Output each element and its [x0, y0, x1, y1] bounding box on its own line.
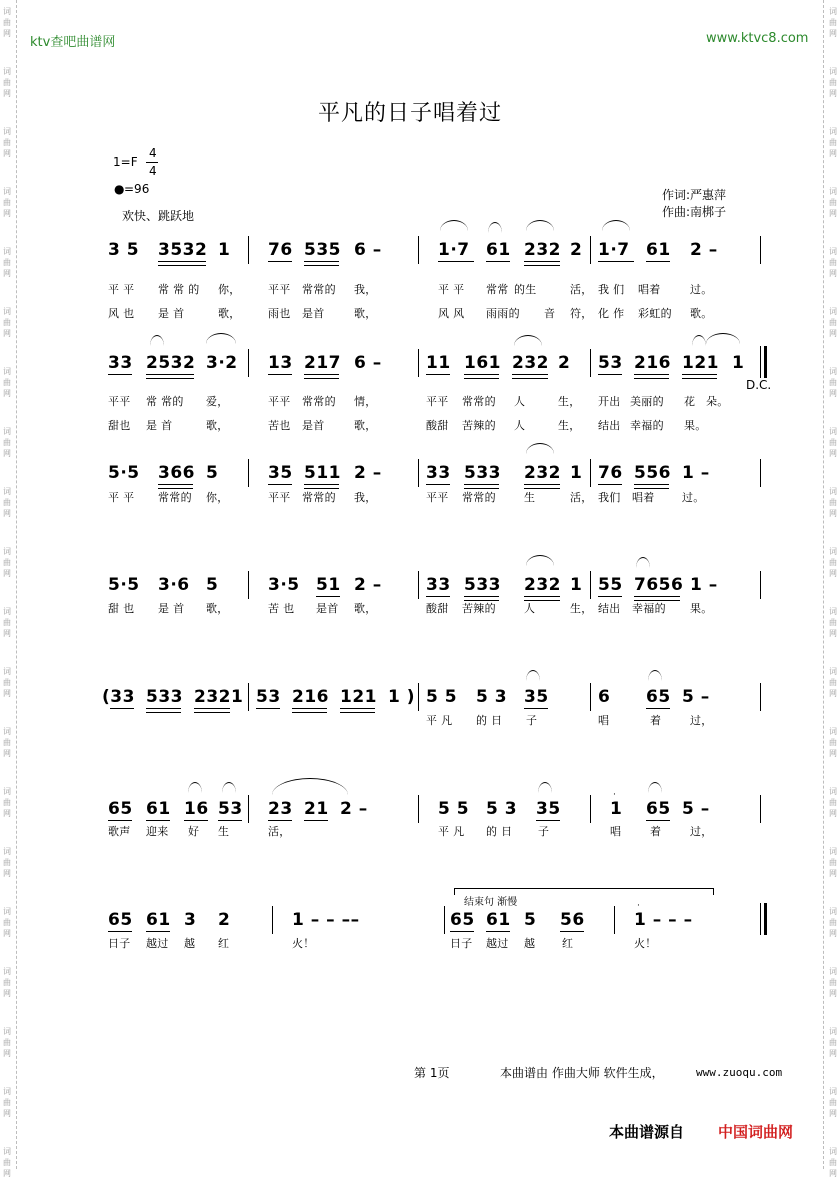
lyric-text: 平平: [268, 283, 291, 296]
side-watermark-text: 词 曲 网: [829, 427, 837, 458]
note-group: 1·7: [598, 240, 630, 260]
lyric-text: 的生: [514, 283, 537, 296]
note-group: 1: [570, 575, 583, 595]
final-barline: [764, 903, 767, 935]
side-watermark-text: 词 曲 网: [829, 547, 837, 578]
lyric-text: 平 凡: [426, 714, 453, 727]
note-group: 366: [158, 463, 195, 483]
song-title: 平凡的日子唱着过: [318, 101, 503, 126]
lyric-text: 是首: [316, 602, 339, 615]
side-watermark-text: 词 曲 网: [3, 547, 11, 578]
lyric-text: 歌，: [354, 419, 377, 432]
barline: [590, 571, 591, 599]
note-group: 5 5: [438, 799, 470, 819]
note-group: 33: [426, 463, 451, 483]
lyric-text: 生: [524, 491, 536, 504]
side-watermark-text: 词 曲 网: [3, 427, 11, 458]
lyric-text: 日子: [108, 937, 131, 950]
note-group: 1: [218, 240, 231, 260]
barline: [760, 795, 761, 823]
note-group: 1: [570, 463, 583, 483]
lyric-text: 唱着: [632, 491, 655, 504]
lyric-text: 人: [514, 419, 526, 432]
lyric-text: 平平: [108, 395, 131, 408]
barline: [418, 683, 419, 711]
note-group: 1 – – ––: [292, 910, 360, 930]
lyric-text: 越过: [146, 937, 169, 950]
lyric-text: 活，: [570, 283, 593, 296]
site-url-right[interactable]: www.ktvc8.com: [706, 31, 809, 46]
note-group: 216: [292, 687, 329, 707]
note-group: 5: [524, 910, 537, 930]
side-watermark-text: 词 曲 网: [3, 307, 11, 338]
lyric-text: 甜也: [108, 419, 131, 432]
lyric-text: 活，: [570, 491, 593, 504]
lyric-text: 迎来: [146, 825, 169, 838]
lyric-text: 你，: [218, 283, 241, 296]
note-group: 76: [598, 463, 623, 483]
note-group: 53: [218, 799, 243, 819]
note-group: 535: [304, 240, 341, 260]
note-group: 61: [486, 910, 511, 930]
generator-note: 本曲谱由 作曲大师 软件生成，: [500, 1066, 664, 1080]
note-group: 2532: [146, 353, 196, 373]
lyric-text: 红: [218, 937, 230, 950]
lyric-text: 音: [544, 307, 556, 320]
lyric-text: 你，: [206, 491, 229, 504]
lyric-text: 平 凡: [438, 825, 465, 838]
time-sig-line: [146, 162, 158, 163]
note-group: 5: [206, 463, 219, 483]
note-group: 23: [268, 799, 293, 819]
lyric-text: 平 平: [438, 283, 465, 296]
lyric-text: 日子: [450, 937, 473, 950]
lyric-text: 常常的: [158, 491, 192, 504]
side-watermark-text: 词 曲 网: [3, 367, 11, 398]
note-group: 511: [304, 463, 341, 483]
note-group: 2: [218, 910, 231, 930]
note-group: 533: [464, 575, 501, 595]
lyric-text: 酸甜: [426, 419, 449, 432]
lyric-text: 生: [218, 825, 230, 838]
note-group: 217: [304, 353, 341, 373]
barline: [248, 571, 249, 599]
side-watermark-text: 词 曲 网: [829, 667, 837, 698]
side-watermark-text: 词 曲 网: [3, 187, 11, 218]
note-group: 2: [558, 353, 571, 373]
barline: [418, 459, 419, 487]
side-watermark-text: 词 曲 网: [829, 1027, 837, 1058]
note-group: 2: [570, 240, 583, 260]
lyric-text: 结出: [598, 602, 621, 615]
note-group: 5 5: [426, 687, 458, 707]
tempo: =96: [124, 182, 150, 196]
note-group: 3 5: [108, 240, 140, 260]
side-watermark-text: 词 曲 网: [3, 727, 11, 758]
lyric-text: 过。: [690, 283, 713, 296]
note-group: 61: [486, 240, 511, 260]
source-site[interactable]: 中国词曲网: [718, 1123, 794, 1141]
note-group: 53: [256, 687, 281, 707]
barline: [590, 349, 591, 377]
lyric-text: 平 平: [108, 491, 135, 504]
note-group: 13: [268, 353, 293, 373]
lyric-text: 火！: [292, 937, 315, 950]
lyric-text: 常常: [486, 283, 509, 296]
lyric-text: 是 首: [158, 307, 185, 320]
note-group: 232: [524, 240, 561, 260]
note-group: 53: [598, 353, 623, 373]
coda-label: 结束句 渐慢: [464, 897, 518, 908]
lyric-text: 雨雨的: [486, 307, 520, 320]
barline: [248, 683, 249, 711]
side-watermark-text: 词 曲 网: [829, 187, 837, 218]
note-group: 5 –: [682, 799, 710, 819]
lyric-text: 幸福的: [630, 419, 664, 432]
lyric-text: 常常的: [302, 491, 336, 504]
side-watermark-text: 词 曲 网: [3, 1087, 11, 1118]
side-watermark-text: 词 曲 网: [3, 67, 11, 98]
note-group: 6 –: [354, 353, 382, 373]
barline: [760, 571, 761, 599]
lyric-text: 是 首: [146, 419, 173, 432]
note-group: 5 –: [682, 687, 710, 707]
barline: [760, 346, 761, 378]
barline: [590, 795, 591, 823]
lyric-text: 苦 也: [268, 602, 295, 615]
side-watermark-text: 词 曲 网: [829, 607, 837, 638]
lyric-text: 歌，: [206, 419, 229, 432]
note-group: 65: [646, 799, 671, 819]
lyric-text: 果。: [690, 602, 713, 615]
note-group: 1: [610, 799, 623, 819]
side-watermark-text: 词 曲 网: [3, 1027, 11, 1058]
side-watermark-text: 词 曲 网: [829, 247, 837, 278]
lyric-text: 活，: [268, 825, 291, 838]
side-watermark-text: 词 曲 网: [829, 1147, 837, 1178]
lyric-text: 情，: [354, 395, 377, 408]
expression-marking: 欢快、跳跃地: [122, 209, 195, 223]
note-group: 2321: [194, 687, 244, 707]
side-watermark-text: 词 曲 网: [829, 307, 837, 338]
lyric-text: 唱着: [638, 283, 661, 296]
lyric-text: 幸福的: [632, 602, 666, 615]
side-watermark-text: 词 曲 网: [3, 1147, 11, 1178]
da-capo-marking: D.C.: [746, 378, 772, 392]
lyric-text: 常常的: [302, 395, 336, 408]
barline: [248, 459, 249, 487]
note-group: 61: [646, 240, 671, 260]
side-watermark-text: 词 曲 网: [829, 907, 837, 938]
side-watermark-text: 词 曲 网: [829, 847, 837, 878]
right-watermark-strip: [826, 0, 840, 1178]
lyric-text: 常 常 的: [158, 283, 200, 296]
side-watermark-text: 词 曲 网: [3, 667, 11, 698]
note-group: 6: [598, 687, 611, 707]
lyric-text: 结出: [598, 419, 621, 432]
barline: [760, 236, 761, 264]
note-group: 216: [634, 353, 671, 373]
side-watermark-text: 词 曲 网: [829, 787, 837, 818]
lyric-text: 常 常的: [146, 395, 184, 408]
lyric-text: 平平: [268, 491, 291, 504]
note-group: 232: [524, 575, 561, 595]
note-group: 65: [108, 799, 133, 819]
lyric-text: 好: [188, 825, 200, 838]
barline: [418, 571, 419, 599]
note-group: 3·2: [206, 353, 238, 373]
note-group: 1 ): [388, 687, 416, 707]
lyric-text: 过。: [682, 491, 705, 504]
lyric-text: 过，: [690, 825, 713, 838]
lyric-text: 人: [524, 602, 536, 615]
lyric-text: 红: [562, 937, 574, 950]
note-group: 35: [268, 463, 293, 483]
lyric-text: 风 风: [438, 307, 465, 320]
barline: [272, 906, 273, 934]
lyric-text: 我，: [354, 283, 377, 296]
note-group: 6 –: [354, 240, 382, 260]
side-watermark-text: 词 曲 网: [3, 127, 11, 158]
lyric-text: 甜 也: [108, 602, 135, 615]
note-group: 2 –: [354, 575, 382, 595]
note-group: 556: [634, 463, 671, 483]
lyric-text: 歌声: [108, 825, 131, 838]
note-group: 56: [560, 910, 585, 930]
note-group: 65: [450, 910, 475, 930]
generator-url[interactable]: www.zuoqu.com: [696, 1066, 783, 1079]
lyric-text: 生，: [570, 602, 593, 615]
lyric-text: 常常的: [462, 491, 496, 504]
note-group: 533: [464, 463, 501, 483]
note-group: 5: [206, 575, 219, 595]
barline: [760, 683, 761, 711]
side-watermark-text: 词 曲 网: [3, 607, 11, 638]
right-dashed-border: [823, 0, 825, 1169]
lyric-text: 歌，: [354, 307, 377, 320]
lyric-text: 我，: [354, 491, 377, 504]
lyric-text: 歌。: [690, 307, 713, 320]
left-dashed-border: [16, 0, 18, 1169]
note-group: 35: [524, 687, 549, 707]
lyric-text: 美丽的: [630, 395, 664, 408]
barline: [248, 795, 249, 823]
side-watermark-text: 词 曲 网: [829, 367, 837, 398]
note-group: 7656: [634, 575, 684, 595]
side-watermark-text: 词 曲 网: [829, 727, 837, 758]
time-sig-top: 4: [149, 146, 157, 160]
lyric-text: 开出: [598, 395, 621, 408]
time-sig-bottom: 4: [149, 164, 157, 178]
note-group: 5·5: [108, 463, 140, 483]
lyric-text: 符，: [570, 307, 593, 320]
side-watermark-text: 词 曲 网: [3, 487, 11, 518]
note-group: 1 –: [682, 463, 710, 483]
note-group: 55: [598, 575, 623, 595]
note-group: 5 3: [476, 687, 508, 707]
lyric-text: 越: [524, 937, 536, 950]
side-watermark-text: 词 曲 网: [829, 967, 837, 998]
side-watermark-text: 词 曲 网: [829, 127, 837, 158]
note-group: (33: [102, 687, 135, 707]
side-watermark-text: 词 曲 网: [3, 907, 11, 938]
page-number: 第 1页: [414, 1066, 450, 1080]
note-group: 11: [426, 353, 451, 373]
side-watermark-text: 词 曲 网: [829, 67, 837, 98]
barline: [248, 349, 249, 377]
lyric-text: 雨也: [268, 307, 291, 320]
lyric-text: 的 日: [476, 714, 503, 727]
lyric-text: 子: [526, 714, 538, 727]
note-group: 3·6: [158, 575, 190, 595]
lyric-text: 彩虹的: [638, 307, 672, 320]
lyric-text: 过，: [690, 714, 713, 727]
barline: [248, 236, 249, 264]
final-barline: [764, 346, 767, 378]
note-group: 5 3: [486, 799, 518, 819]
barline: [418, 349, 419, 377]
lyric-text: 朵。: [706, 395, 729, 408]
lyric-text: 生，: [558, 419, 581, 432]
note-group: 3·5: [268, 575, 300, 595]
note-group: 35: [536, 799, 561, 819]
quarter-note-icon: ●: [114, 182, 125, 196]
note-group: 1: [732, 353, 745, 373]
lyric-text: 花: [684, 395, 696, 408]
lyric-text: 平 平: [108, 283, 135, 296]
note-group: 533: [146, 687, 183, 707]
note-group: 2 –: [340, 799, 368, 819]
side-watermark-text: 词 曲 网: [3, 847, 11, 878]
note-group: 2 –: [690, 240, 718, 260]
lyric-text: 爱，: [206, 395, 229, 408]
note-group: 232: [512, 353, 549, 373]
note-group: 3: [184, 910, 197, 930]
lyric-text: 我 们: [598, 283, 625, 296]
lyric-text: 歌，: [354, 602, 377, 615]
lyric-text: 常常的: [302, 283, 336, 296]
side-watermark-text: 词 曲 网: [3, 967, 11, 998]
lyric-text: 越: [184, 937, 196, 950]
barline: [760, 459, 761, 487]
lyric-text: 是首: [302, 419, 325, 432]
lyric-text: 越过: [486, 937, 509, 950]
side-watermark-text: 词 曲 网: [829, 487, 837, 518]
lyric-text: 苦辣的: [462, 602, 496, 615]
note-group: 76: [268, 240, 293, 260]
side-watermark-text: 词 曲 网: [3, 787, 11, 818]
lyric-text: 的 日: [486, 825, 513, 838]
barline: [614, 906, 615, 934]
lyric-text: 唱: [598, 714, 610, 727]
lyric-text: 常常的: [462, 395, 496, 408]
lyric-text: 平平: [268, 395, 291, 408]
key-signature: 1=F: [113, 155, 138, 169]
lyricist-credit: 作词:严惠萍: [662, 188, 727, 202]
barline: [418, 236, 419, 264]
note-group: 1·7: [438, 240, 470, 260]
lyric-text: 歌，: [206, 602, 229, 615]
note-group: 33: [108, 353, 133, 373]
barline: [760, 903, 761, 935]
note-group: 51: [316, 575, 341, 595]
lyric-text: 平平: [426, 395, 449, 408]
note-group: 65: [646, 687, 671, 707]
lyric-text: 歌，: [218, 307, 241, 320]
side-watermark-text: 词 曲 网: [829, 7, 837, 38]
lyric-text: 苦辣的: [462, 419, 496, 432]
note-group: 121: [682, 353, 719, 373]
lyric-text: 平平: [426, 491, 449, 504]
lyric-text: 着: [650, 825, 662, 838]
lyric-text: 酸甜: [426, 602, 449, 615]
barline: [590, 236, 591, 264]
lyric-text: 果。: [684, 419, 707, 432]
note-group: 33: [426, 575, 451, 595]
note-group: 65: [108, 910, 133, 930]
lyric-text: 化 作: [598, 307, 625, 320]
composer-credit: 作曲:南梆子: [662, 205, 727, 219]
barline: [590, 459, 591, 487]
site-name-left[interactable]: ktv查吧曲谱网: [30, 35, 116, 50]
note-group: 121: [340, 687, 377, 707]
note-group: 1 – – –: [634, 910, 693, 930]
lyric-text: 是 首: [158, 602, 185, 615]
note-group: 2 –: [354, 463, 382, 483]
note-group: 3532: [158, 240, 208, 260]
lyric-text: 子: [538, 825, 550, 838]
note-group: 16: [184, 799, 209, 819]
note-group: 1 –: [690, 575, 718, 595]
note-group: 61: [146, 910, 171, 930]
lyric-text: 着: [650, 714, 662, 727]
note-group: 61: [146, 799, 171, 819]
lyric-text: 唱: [610, 825, 622, 838]
note-group: 5·5: [108, 575, 140, 595]
side-watermark-text: 词 曲 网: [3, 247, 11, 278]
lyric-text: 人: [514, 395, 526, 408]
lyric-text: 风 也: [108, 307, 135, 320]
source-label: 本曲谱源自: [609, 1123, 685, 1141]
barline: [590, 683, 591, 711]
lyric-text: 我们: [598, 491, 621, 504]
lyric-text: 是首: [302, 307, 325, 320]
side-watermark-text: 词 曲 网: [3, 7, 11, 38]
lyric-text: 生，: [558, 395, 581, 408]
lyric-text: 苦也: [268, 419, 291, 432]
side-watermark-text: 词 曲 网: [829, 1087, 837, 1118]
left-watermark-strip: [0, 0, 14, 1178]
note-group: 21: [304, 799, 329, 819]
note-group: 232: [524, 463, 561, 483]
lyric-text: 火！: [634, 937, 657, 950]
note-group: 161: [464, 353, 501, 373]
barline: [444, 906, 445, 934]
barline: [418, 795, 419, 823]
